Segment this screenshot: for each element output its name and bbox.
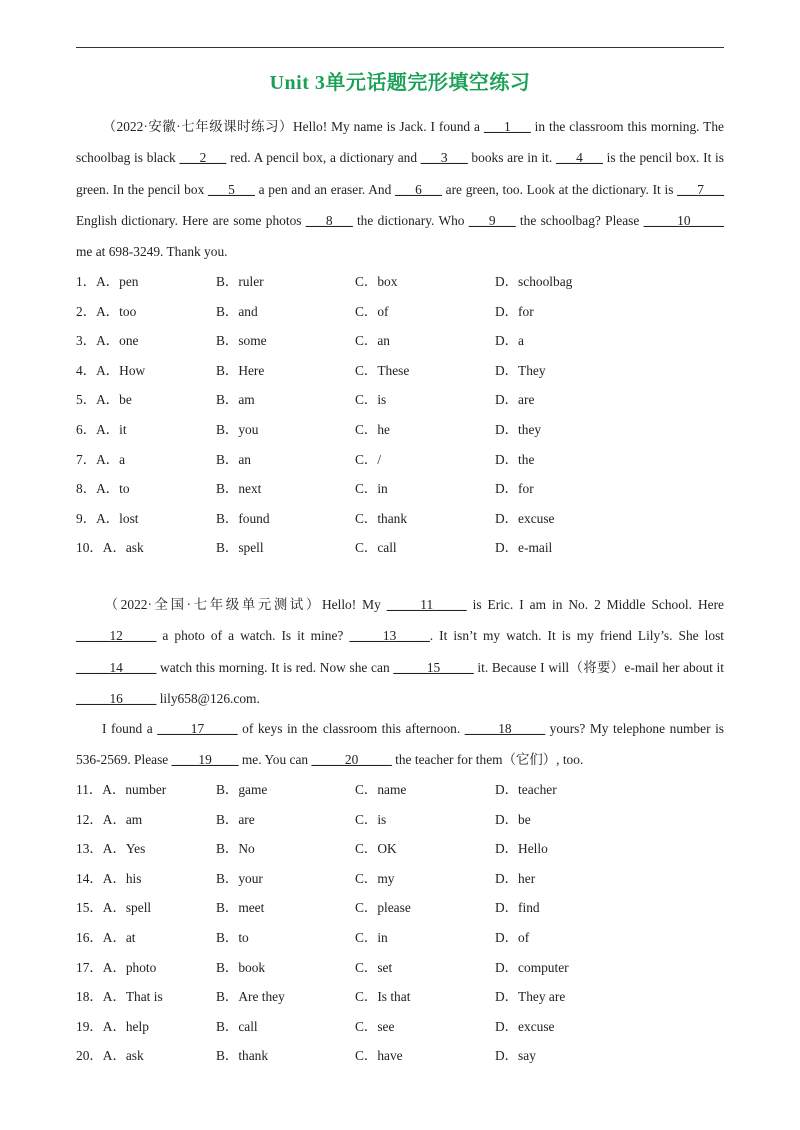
passage-text: a photo of a watch. Is it mine? [156, 628, 350, 644]
blank-19: ____19____ [171, 752, 239, 768]
question-number: 19． [76, 1018, 103, 1034]
passage-text: watch this morning. It is red. Now she can [156, 659, 394, 675]
question-row [76, 297, 724, 327]
blank-6: ___6___ [395, 181, 442, 197]
question-number-and-option-a [76, 864, 141, 894]
option-c[interactable]: C．call [355, 540, 397, 556]
question-number-and-option-a [76, 953, 156, 983]
passage-1-source: （2022·安徽·七年级课时练习） [102, 119, 293, 134]
question-number-and-option-a [76, 445, 125, 475]
option-d[interactable]: D．of [495, 929, 530, 945]
option-a[interactable]: A．pen [96, 274, 139, 289]
passage-text: . It isn’t my watch. It is my friend Lily’s. She lost [429, 628, 724, 644]
question-row [76, 356, 724, 386]
question-row [76, 415, 724, 445]
question-number: 2． [76, 303, 97, 319]
passage-text: of keys in the classroom this afternoon. [237, 721, 465, 736]
blank-16: _____16_____ [76, 690, 157, 706]
question-number: 14． [76, 870, 103, 886]
passage-text: red. A pencil box, a dictionary and [226, 150, 421, 166]
option-b[interactable]: B．Are they [216, 989, 285, 1005]
option-a[interactable]: A．spell [102, 900, 152, 916]
option-d[interactable]: D．be [495, 811, 531, 827]
option-b[interactable]: B．ruler [216, 274, 264, 289]
question-number-and-option-a [76, 834, 145, 864]
option-d[interactable]: D．say [495, 1048, 536, 1064]
question-number: 15． [76, 900, 103, 916]
question-number-and-option-a [76, 415, 127, 445]
question-number: 4． [76, 362, 97, 378]
passage-text: are green, too. Look at the dictionary. It is [441, 181, 678, 197]
question-row [76, 982, 724, 1012]
passage-2 [76, 589, 724, 714]
option-d[interactable]: D．e-mail [495, 540, 553, 556]
question-number-and-option-a [76, 893, 151, 923]
passage-text: a pen and an eraser. And [254, 181, 396, 197]
option-d[interactable]: D．for [495, 303, 534, 319]
question-row [76, 775, 724, 805]
question-number-and-option-a [76, 356, 145, 386]
question-number-and-option-a [76, 1041, 144, 1071]
question-row [76, 326, 724, 356]
passage-text: the dictionary. Who [352, 212, 469, 228]
option-c[interactable]: C．is [355, 811, 387, 827]
blank-15: _____15_____ [393, 659, 474, 675]
option-d[interactable]: D．computer [495, 959, 569, 975]
option-d[interactable]: D．a [495, 333, 525, 349]
question-number: 20． [76, 1048, 103, 1064]
passage-text: yours? My telephone number is 536-2569. Please [76, 721, 724, 768]
option-d[interactable]: D．for [495, 481, 534, 497]
question-list-2 [76, 775, 724, 1071]
blank-2: ___2___ [179, 150, 227, 166]
blank-4: ___4___ [556, 150, 603, 166]
passage-text: I found a [102, 721, 158, 736]
option-b[interactable]: B．book [216, 959, 266, 975]
option-a[interactable]: A．Yes [102, 841, 146, 857]
option-b[interactable]: B．am [216, 392, 255, 408]
question-row [76, 267, 724, 297]
page-title: Unit 3单元话题完形填空练习 [269, 72, 531, 94]
question-row [76, 1012, 724, 1042]
question-number-and-option-a [76, 504, 139, 534]
option-a[interactable]: A．at [102, 929, 136, 945]
question-row [76, 474, 724, 504]
question-row [76, 923, 724, 953]
question-number-and-option-a [76, 1012, 149, 1042]
question-list-1 [76, 267, 724, 563]
question-row [76, 533, 724, 563]
question-number-and-option-a [76, 326, 139, 356]
option-b[interactable]: B．thank [216, 1048, 269, 1064]
option-a[interactable]: A．to [96, 481, 130, 497]
option-b[interactable]: B．game [216, 782, 268, 797]
option-a[interactable]: A．ask [102, 1048, 144, 1064]
option-c[interactable]: C．an [355, 333, 390, 349]
question-number: 10． [76, 540, 103, 556]
passage-text: it. Because I will（将要）e-mail her about it [473, 659, 724, 675]
question-row [76, 864, 724, 894]
option-c[interactable]: C．box [355, 274, 398, 289]
passage-text: is the pencil box. It is green. In the pencil box [76, 150, 724, 197]
option-c[interactable]: C．name [355, 782, 407, 797]
option-c[interactable]: C．set [355, 959, 393, 975]
passage-text: me. You can [238, 752, 312, 768]
option-d[interactable]: D．schoolbag [495, 274, 573, 289]
question-number-and-option-a [76, 923, 136, 953]
passage-text: books are in it. [467, 150, 557, 166]
option-a[interactable]: A．too [96, 303, 137, 319]
blank-10: _____10_____ [643, 212, 724, 228]
question-number: 17． [76, 959, 103, 975]
option-c[interactable]: C．Is that [355, 989, 411, 1005]
blank-1: ___1___ [483, 119, 531, 134]
option-a[interactable]: A．it [96, 421, 127, 437]
question-number: 8． [76, 481, 97, 497]
blank-18: _____18_____ [464, 721, 546, 736]
option-d[interactable]: D．are [495, 392, 535, 408]
option-a[interactable]: A．one [96, 333, 139, 349]
blank-5: ___5___ [208, 181, 255, 197]
passage-2-paragraph-2 [76, 713, 724, 776]
option-d[interactable]: D．They [495, 362, 546, 378]
option-c[interactable]: C．in [355, 481, 388, 497]
option-b[interactable]: B．are [216, 811, 255, 827]
question-number-and-option-a [76, 805, 142, 835]
question-number: 12． [76, 811, 103, 827]
passage-1 [76, 111, 724, 267]
option-c[interactable]: C．thank [355, 510, 408, 526]
option-a[interactable]: A．photo [102, 959, 157, 975]
blank-20: _____20_____ [311, 752, 392, 768]
passage-text: English dictionary. Here are some photos [76, 212, 306, 228]
option-d[interactable]: D．They are [495, 989, 566, 1005]
option-d[interactable]: D．excuse [495, 510, 555, 526]
question-number: 7． [76, 451, 97, 467]
option-c[interactable]: C．see [355, 1018, 395, 1034]
question-row [76, 834, 724, 864]
option-b[interactable]: B．spell [216, 540, 264, 556]
question-number: 16． [76, 929, 103, 945]
option-a[interactable]: A．am [102, 811, 143, 827]
passage-text: lily658@126.com. [156, 690, 260, 706]
passage-2-source: （2022·全国·七年级单元测试） [102, 597, 322, 612]
question-number: 6． [76, 421, 97, 437]
option-a[interactable]: A．ask [102, 540, 144, 556]
option-b[interactable]: B．No [216, 841, 255, 857]
option-a[interactable]: A．a [96, 451, 126, 467]
option-d[interactable]: D．Hello [495, 841, 548, 857]
option-c[interactable]: C．please [355, 900, 411, 916]
option-a[interactable]: A．number [102, 782, 167, 797]
option-a[interactable]: A．That is [102, 989, 163, 1005]
option-c[interactable]: C．These [355, 362, 410, 378]
question-number: 1． [76, 274, 97, 289]
blank-13: _____13_____ [349, 628, 430, 644]
option-a[interactable]: A．lost [96, 510, 139, 526]
question-number-and-option-a [76, 267, 139, 297]
option-d[interactable]: D．excuse [495, 1018, 555, 1034]
option-a[interactable]: A．How [96, 362, 146, 378]
blank-9: ___9___ [468, 212, 516, 228]
option-b[interactable]: B．next [216, 481, 262, 497]
blank-3: ___3___ [420, 150, 468, 166]
question-number-and-option-a [76, 385, 132, 415]
passage-text: the teacher for them（它们）, too. [391, 752, 584, 768]
passage-text: Hello! My [321, 597, 387, 612]
option-b[interactable]: B．to [216, 929, 249, 945]
option-b[interactable]: B．you [216, 421, 259, 437]
option-b[interactable]: B．meet [216, 900, 265, 916]
option-a[interactable]: A．be [96, 392, 132, 408]
blank-14: _____14_____ [76, 659, 157, 675]
option-b[interactable]: B．Here [216, 362, 265, 378]
question-number: 11． [76, 782, 103, 797]
option-c[interactable]: C．OK [355, 841, 397, 857]
blank-12: _____12_____ [76, 628, 157, 644]
option-b[interactable]: B．your [216, 870, 263, 886]
option-b[interactable]: B．an [216, 451, 251, 467]
option-b[interactable]: B．call [216, 1018, 258, 1034]
option-a[interactable]: A．help [102, 1018, 149, 1034]
option-d[interactable]: D．they [495, 421, 542, 437]
question-row [76, 893, 724, 923]
question-row [76, 504, 724, 534]
passage-text: me at 698-3249. Thank you. [76, 244, 228, 260]
question-row [76, 1041, 724, 1071]
option-b[interactable]: B．some [216, 333, 267, 349]
question-number-and-option-a [76, 775, 166, 805]
option-c[interactable]: C．/ [355, 451, 382, 467]
question-number-and-option-a [76, 982, 163, 1012]
option-d[interactable]: D．the [495, 451, 535, 467]
option-c[interactable]: C．of [355, 303, 389, 319]
option-b[interactable]: B．and [216, 303, 258, 319]
question-number-and-option-a [76, 474, 130, 504]
question-row [76, 385, 724, 415]
option-c[interactable]: C．in [355, 929, 388, 945]
option-b[interactable]: B．found [216, 510, 270, 526]
question-row [76, 953, 724, 983]
passage-text: is Eric. I am in No. 2 Middle School. Here [466, 597, 724, 612]
passage-text: the schoolbag? Please [515, 212, 644, 228]
option-c[interactable]: C．is [355, 392, 387, 408]
question-number-and-option-a [76, 297, 136, 327]
option-a[interactable]: A．his [102, 870, 142, 886]
question-number: 18． [76, 989, 103, 1005]
blank-17: _____17_____ [157, 721, 238, 736]
option-c[interactable]: C．have [355, 1048, 403, 1064]
blank-7: ___7___ [677, 181, 725, 197]
option-d[interactable]: D．teacher [495, 782, 557, 797]
option-d[interactable]: D．find [495, 900, 540, 916]
blank-8: ___8___ [305, 212, 353, 228]
option-d[interactable]: D．her [495, 870, 536, 886]
question-row [76, 445, 724, 475]
passage-text: in the classroom this morning. The schoolbag is black [76, 119, 724, 166]
question-number: 3． [76, 333, 97, 349]
blank-11: _____11_____ [386, 597, 467, 612]
question-number: 13． [76, 841, 103, 857]
option-c[interactable]: C．he [355, 421, 390, 437]
passage-text: Hello! My name is Jack. I found a [293, 119, 484, 134]
question-number-and-option-a [76, 533, 144, 563]
option-c[interactable]: C．my [355, 870, 395, 886]
question-number: 5． [76, 392, 97, 408]
question-row [76, 805, 724, 835]
question-number: 9． [76, 510, 97, 526]
header-rule [76, 47, 724, 48]
